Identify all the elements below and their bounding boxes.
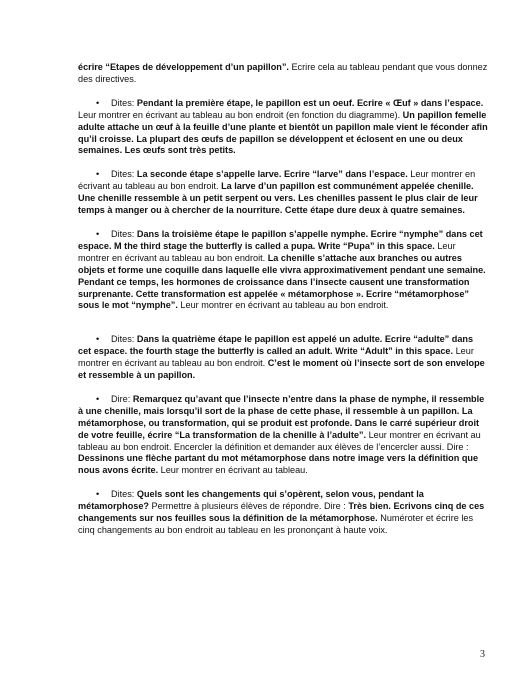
bullet-icon: • [96,169,100,180]
intro-bold-text: écrire “Etapes de développement d’un papillon”. [78,62,289,72]
document-page [78,62,488,537]
bullet-icon: • [96,334,100,345]
bullet-icon: • [96,228,100,239]
intro-paragraph [78,62,488,86]
bullet-icon: • [96,489,100,500]
bullet-paragraph-5: • Dire: Remarquez qu’avant que l’insecte n’entre dans la phase de nymphe, il ressemble à une chenille, mais lorsqu’il sort de la phase de cette phase, il ressemble à un papillon. La métamorphose, ou transformation, qui se produit est profonde. Dans le carré supérieur droit de votre feuille, écrire “La transformation de la chenille à l’adulte”. Leur montrer en écrivant au tableau au bon endroit. Encercler la définition et demander aux élèves de l’encercler aussi. Dire : Dessinons une flèche partant du mot métamorphose dans notre image vers la définition que nous avons écrite. Leur montrer en écrivant au tableau. [78,393,485,476]
page-number: 3 [480,649,485,660]
bullet-paragraph-1: • Dites: Pendant la première étape, le papillon est un oeuf. Ecrire « Œuf » dans l’espace. Leur montrer en écrivant au tableau au bon endroit (en fonction du diagramme). Un papillon femelle adulte attache un œuf à la feuille d’une plante et bientôt un papillon male vient le féconder afin qu’il croisse. La plupart des œufs de papillon se développent et éclosent en une ou deux semaines. Les œufs sont très petits. [78,97,488,156]
bullet-paragraph-3: • Dites: Dans la troisième étape le papillon s’appelle nymphe. Ecrire “nymphe” dans cet espace. M the third stage the butterfly is called a pupa. Write “Pupa” in this space. Leur montrer en écrivant au tableau au bon endroit. La chenille s’attache aux branches ou autres objets et forme une coquille dans laquelle elle vivra approximativement pendant une semaine. Pendant ce temps, les hormones de croissance dans l’insecte causent une transformation surprenante. Cette transformation est appelée « métamorphose ». Ecrire “métamorphose” sous le mot “nymphe”. Leur montrer en écrivant au tableau au bon endroit. [78,228,486,311]
bullet-icon: • [96,393,100,404]
bullet-paragraph-4: • Dites: Dans la quatrième étape le papillon est appelé un adulte. Ecrire “adulte” dans cet espace. the fourth stage the butterfly is called an adult. Write “Adult” in this space. Leur montrer en écrivant au tableau au bon endroit. C’est le moment où l’insecte sort de son envelope et ressemble à un papillon. [78,334,485,381]
bullet-icon: • [96,97,100,108]
intro-text: Ecrire cela au tableau pendant que vous donnez des directives. [78,62,488,84]
bullet-paragraph-2: • Dites: La seconde étape s’appelle larve. Ecrire “larve” dans l’espace. Leur montrer en écrivant au tableau au bon endroit. La larve d’un papillon est communément appelée chenille. Une chenille ressemble à un petit serpent ou vers. Les chenilles passent le plus clair de leur temps à manger ou à chercher de la nourriture. Cette étape dure deux à quatre semaines. [78,169,478,216]
bullet-paragraph-6: • Dites: Quels sont les changements qui s’opèrent, selon vous, pendant la métamorphose? Permettre à plusieurs élèves de répondre. Dire : Très bien. Ecrivons cinq de ces changements sur nos feuilles sous la définition de la métamorphose. Numéroter et écrire les cinq changements au bon endroit au tableau en les prononçant à haute voix. [78,489,485,535]
